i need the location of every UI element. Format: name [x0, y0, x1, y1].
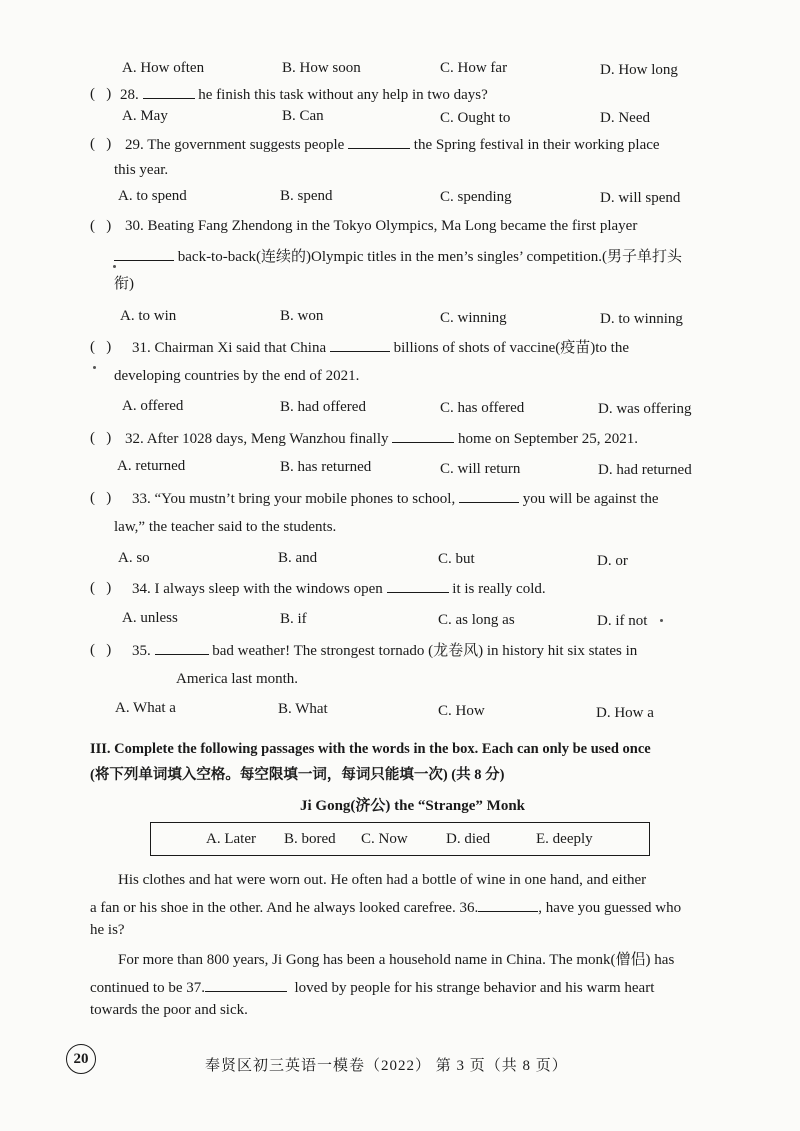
- question-text-continued: developing countries by the end of 2021.: [114, 368, 360, 384]
- question-number: 33.: [132, 491, 151, 507]
- answer-blank: [387, 578, 449, 593]
- answer-paren: ( ): [90, 580, 112, 596]
- question-text: I always sleep with the windows open: [154, 581, 383, 597]
- question-text: back-to-back(连续的)Olympic titles in the men’s singles’ competition.(男子单打头: [177, 249, 682, 265]
- scan-speck: [660, 619, 663, 622]
- page-badge: 20: [66, 1044, 96, 1074]
- question-text: you will be against the: [522, 491, 659, 507]
- option-b: B. had offered: [280, 399, 366, 415]
- option-c: C. How far: [440, 60, 508, 76]
- word-option: A. Later: [206, 831, 256, 847]
- word-option: C. Now: [361, 831, 408, 847]
- question-text: Beating Fang Zhendong in the Tokyo Olympics, Ma Long became the first player: [147, 218, 638, 234]
- answer-paren: ( ): [90, 642, 112, 658]
- option-a: A. How often: [122, 60, 205, 76]
- option-d: D. How long: [600, 62, 678, 78]
- answer-blank: [478, 897, 538, 912]
- option-d: D. or: [597, 553, 628, 569]
- option-d: D. Need: [600, 110, 650, 126]
- option-b: B. spend: [280, 188, 333, 204]
- answer-blank: [114, 246, 174, 261]
- answer-paren: ( ): [90, 339, 112, 355]
- option-c: C. will return: [440, 461, 521, 477]
- word-box: [150, 822, 650, 856]
- answer-blank: [392, 428, 454, 443]
- passage-line: towards the poor and sick.: [90, 1002, 248, 1018]
- question-text: home on September 25, 2021.: [457, 431, 638, 447]
- answer-blank: [459, 488, 519, 503]
- option-a: A. returned: [117, 458, 186, 474]
- option-d: D. was offering: [598, 401, 692, 417]
- answer-blank: [348, 134, 410, 149]
- option-a: A. May: [122, 108, 168, 124]
- question-35: [132, 640, 637, 661]
- question-number: 30.: [125, 218, 144, 234]
- option-c: C. as long as: [438, 612, 515, 628]
- answer-paren: ( ): [90, 218, 112, 234]
- answer-paren: ( ): [90, 86, 112, 102]
- answer-paren: ( ): [90, 430, 112, 446]
- question-text-continued: America last month.: [176, 671, 299, 687]
- option-a: A. What a: [115, 700, 176, 716]
- option-b: B. How soon: [282, 60, 361, 76]
- question-31: [132, 337, 629, 358]
- passage-line: [90, 897, 681, 918]
- answer-paren: ( ): [90, 490, 112, 506]
- question-number: 34.: [132, 581, 151, 597]
- word-option: D. died: [446, 831, 491, 847]
- option-c: C. has offered: [440, 400, 525, 416]
- option-b: B. Can: [282, 108, 324, 124]
- option-a: A. unless: [122, 610, 178, 626]
- question-number: 35.: [132, 643, 151, 659]
- option-c: C. Ought to: [440, 110, 511, 126]
- option-c: C. How: [438, 703, 485, 719]
- word-option: B. bored: [284, 831, 336, 847]
- option-d: D. if not: [597, 613, 648, 629]
- question-32: [125, 428, 638, 449]
- scan-speck: [93, 366, 96, 369]
- option-d: D. will spend: [600, 190, 681, 206]
- question-text-continued: this year.: [114, 162, 169, 178]
- option-d: D. How a: [596, 705, 654, 721]
- option-b: B. has returned: [280, 459, 372, 475]
- passage-line: For more than 800 years, Ji Gong has been a household name in China. The monk(僧侣) has: [118, 952, 675, 968]
- question-33: [132, 488, 659, 509]
- question-30: [125, 216, 637, 236]
- question-34: [132, 578, 546, 599]
- answer-blank: [143, 84, 195, 99]
- question-text: “You mustn’t bring your mobile phones to school,: [154, 491, 456, 507]
- question-text-continued: law,” the teacher said to the students.: [114, 519, 337, 535]
- answer-blank: [155, 640, 209, 655]
- option-d: D. to winning: [600, 311, 683, 327]
- passage-text: , have you guessed who: [538, 900, 682, 916]
- page-footer: 奉贤区初三英语一模卷（2022） 第 3 页（共 8 页）: [205, 1058, 568, 1074]
- option-c: C. but: [438, 551, 475, 567]
- answer-blank: [205, 977, 287, 992]
- question-text: he finish this task without any help in two days?: [198, 87, 488, 103]
- option-a: A. so: [118, 550, 150, 566]
- question-text: bad weather! The strongest tornado (龙卷风) in history hit six states in: [212, 643, 638, 659]
- answer-paren: ( ): [90, 136, 112, 152]
- question-28: [120, 84, 488, 105]
- question-text: Chairman Xi said that China: [154, 340, 327, 356]
- question-text-continued: 衔): [114, 276, 134, 292]
- question-number: 32.: [125, 431, 144, 447]
- passage-text: a fan or his shoe in the other. And he always looked carefree. 36.: [90, 900, 479, 916]
- scan-speck: [113, 265, 116, 268]
- question-text: After 1028 days, Meng Wanzhou finally: [146, 431, 389, 447]
- option-a: A. offered: [122, 398, 184, 414]
- option-a: A. to spend: [118, 188, 187, 204]
- question-text: billions of shots of vaccine(疫苗)to the: [393, 340, 630, 356]
- answer-blank: [330, 337, 390, 352]
- question-number: 31.: [132, 340, 151, 356]
- option-d: D. had returned: [598, 462, 692, 478]
- passage-line: His clothes and hat were worn out. He often had a bottle of wine in one hand, and either: [118, 872, 647, 888]
- section-instruction: (将下列单词填入空格。每空限填一词，每词只能填一次) (共 8 分): [90, 767, 505, 783]
- passage-line: he is?: [90, 922, 125, 938]
- option-c: C. spending: [440, 189, 512, 205]
- question-text: the Spring festival in their working place: [413, 137, 660, 153]
- option-b: B. What: [278, 701, 328, 717]
- option-b: B. if: [280, 611, 307, 627]
- option-c: C. winning: [440, 310, 507, 326]
- section-title: III. Complete the following passages with the words in the box. Each can only be used once: [90, 741, 651, 757]
- passage-text: loved by people for his strange behavior and his warm heart: [294, 980, 655, 996]
- option-b: B. won: [280, 308, 324, 324]
- option-b: B. and: [278, 550, 318, 566]
- passage-line: [90, 977, 654, 998]
- question-29: [125, 134, 660, 155]
- question-text: it is really cold.: [452, 581, 546, 597]
- passage-title: Ji Gong(济公) the “Strange” Monk: [300, 798, 526, 814]
- question-number: 28.: [120, 87, 139, 103]
- question-text-continued: [114, 246, 682, 267]
- question-text: The government suggests people: [147, 137, 345, 153]
- passage-text: continued to be 37.: [90, 980, 205, 996]
- word-option: E. deeply: [536, 831, 593, 847]
- question-number: 29.: [125, 137, 144, 153]
- option-a: A. to win: [120, 308, 177, 324]
